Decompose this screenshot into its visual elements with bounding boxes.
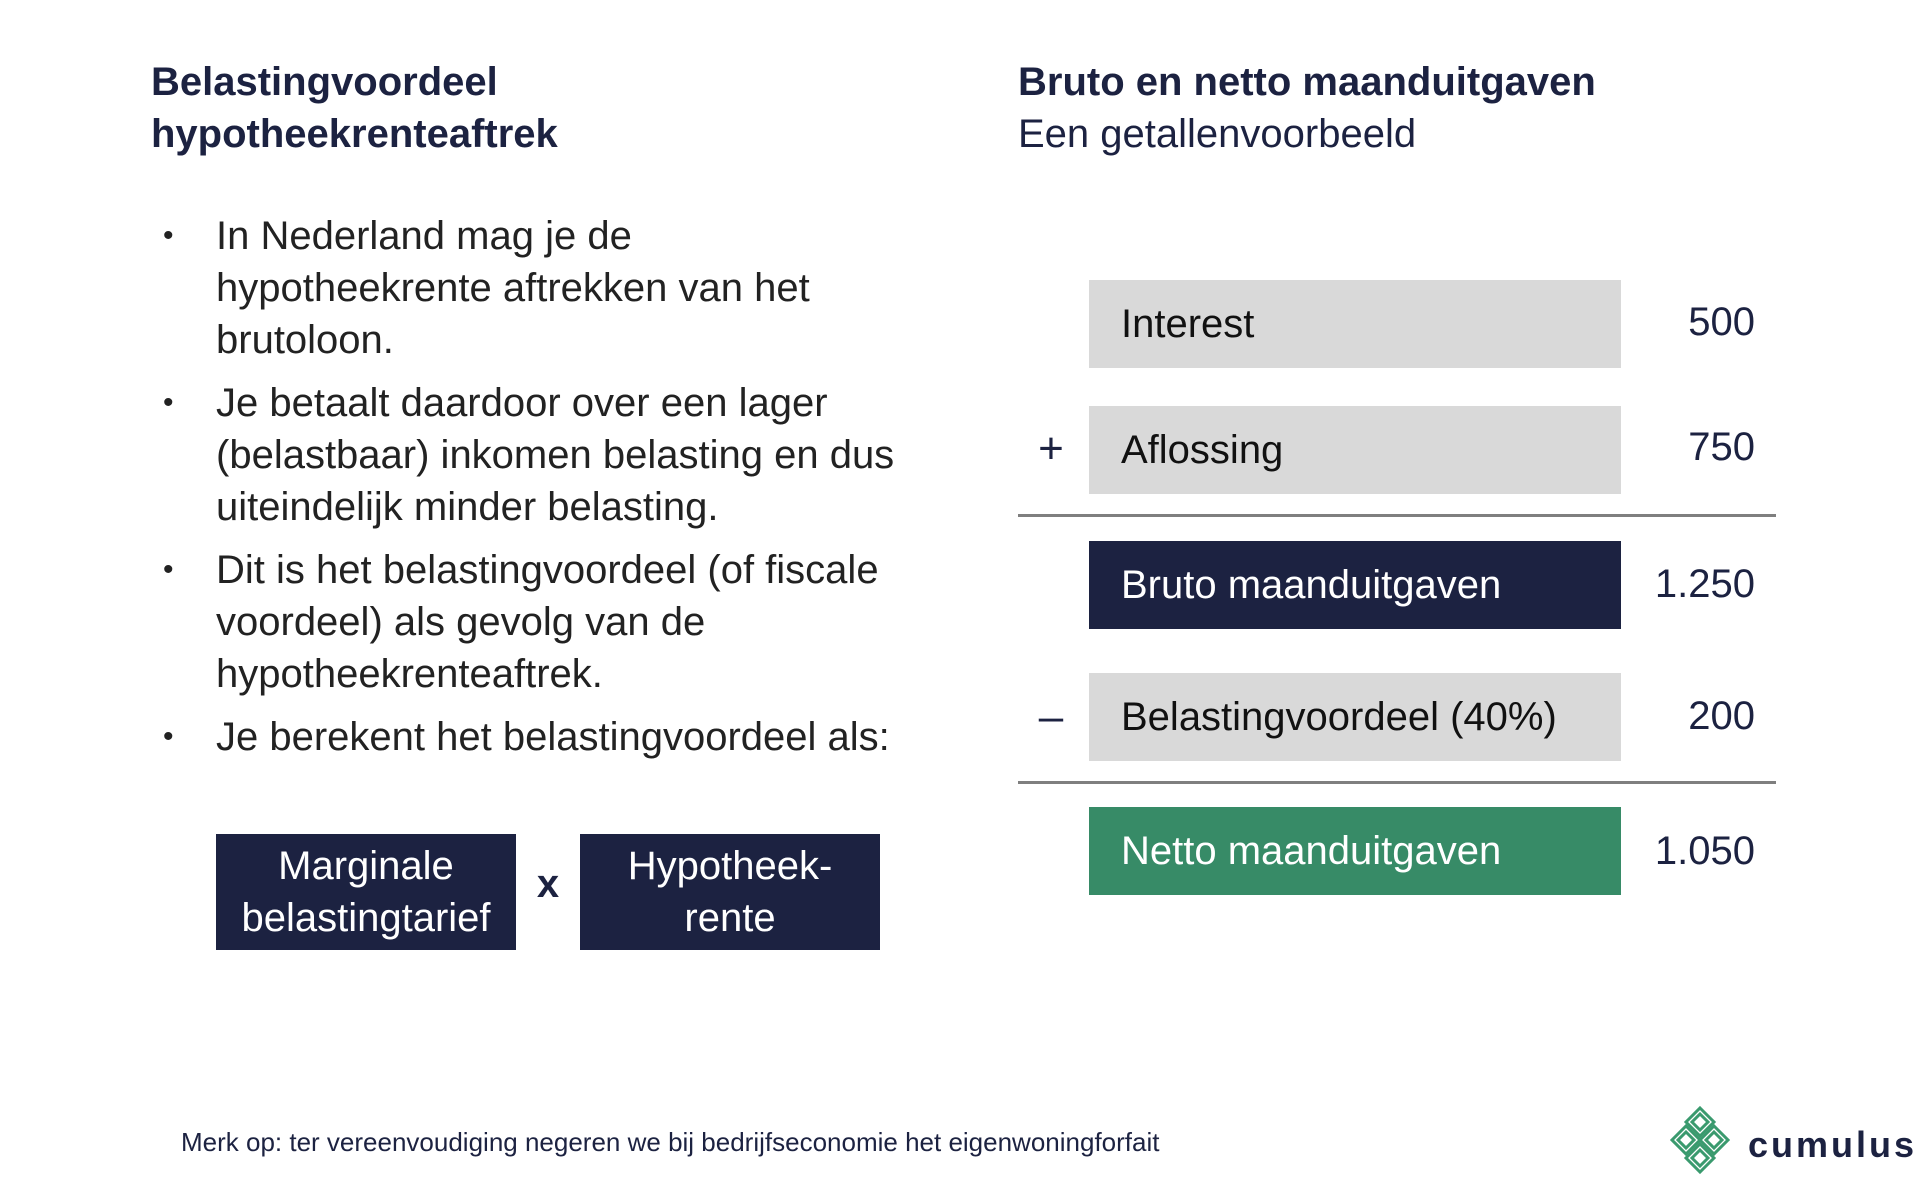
list-item (151, 544, 911, 700)
row-label: Bruto maanduitgaven (1121, 562, 1502, 607)
minus-sign: – (1038, 692, 1064, 741)
formula-box1-line2: belastingtarief (241, 896, 491, 940)
row-netto-value: 1.050 (1654, 829, 1755, 873)
formula-operator: x (536, 862, 560, 906)
formula-box2-line1: Hypotheek- (627, 844, 833, 888)
bullet-list (151, 210, 911, 774)
row-label: Netto maanduitgaven (1121, 828, 1502, 873)
formula-box2-line2: rente (684, 896, 776, 940)
list-item (151, 377, 911, 533)
row-belastingvoordeel-value: 200 (1688, 694, 1755, 738)
formula-box1-line1: Marginale (278, 844, 454, 888)
row-netto-label-box (1089, 807, 1621, 895)
bullet-text: Je betaalt daardoor over een lager (belastbaar) inkomen belasting en dus uiteindelijk minder belasting. (216, 381, 895, 529)
list-item (151, 711, 911, 763)
cumulus-logo-icon (1670, 1104, 1742, 1185)
row-belastingvoordeel-label-box (1089, 673, 1621, 761)
row-bruto-label-box (1089, 541, 1621, 629)
list-item (151, 210, 911, 366)
row-aflossing-label-box (1089, 406, 1621, 494)
bullet-text: Dit is het belastingvoordeel (of fiscale voordeel) als gevolg van de hypotheekrenteaftrek. (216, 548, 879, 696)
divider-line (1018, 781, 1776, 784)
footnote: Merk op: ter vereenvoudiging negeren we bij bedrijfseconomie het eigenwoningforfait (181, 1127, 1160, 1157)
divider-line (1018, 514, 1776, 517)
left-title-line2: hypotheekrenteaftrek (151, 112, 558, 156)
bullet-text: Je berekent het belastingvoordeel als: (216, 715, 890, 759)
right-title: Bruto en netto maanduitgaven (1018, 60, 1596, 104)
formula-mortgage-interest-box (580, 834, 880, 950)
row-label: Interest (1121, 301, 1255, 346)
logo-text: cumulus (1748, 1123, 1918, 1165)
row-interest-value: 500 (1688, 300, 1755, 344)
row-aflossing-value: 750 (1688, 425, 1755, 469)
left-title-line1: Belastingvoordeel (151, 60, 498, 104)
cumulus-logo (1670, 1104, 1917, 1185)
bullet-dot: • (163, 553, 174, 586)
formula-marginal-rate-box (216, 834, 516, 950)
bullet-text: In Nederland mag je de hypotheekrente aftrekken van het brutoloon. (216, 214, 810, 362)
plus-sign: + (1038, 424, 1064, 473)
bullet-dot: • (163, 386, 174, 419)
row-bruto-value: 1.250 (1654, 562, 1755, 606)
row-label: Belastingvoordeel (40%) (1121, 694, 1557, 739)
left-title (151, 56, 931, 160)
bullet-dot: • (163, 720, 174, 753)
row-interest-label-box (1089, 280, 1621, 368)
bullet-dot: • (163, 219, 174, 252)
right-subtitle: Een getallenvoorbeeld (1018, 112, 1417, 156)
row-label: Aflossing (1121, 427, 1284, 472)
